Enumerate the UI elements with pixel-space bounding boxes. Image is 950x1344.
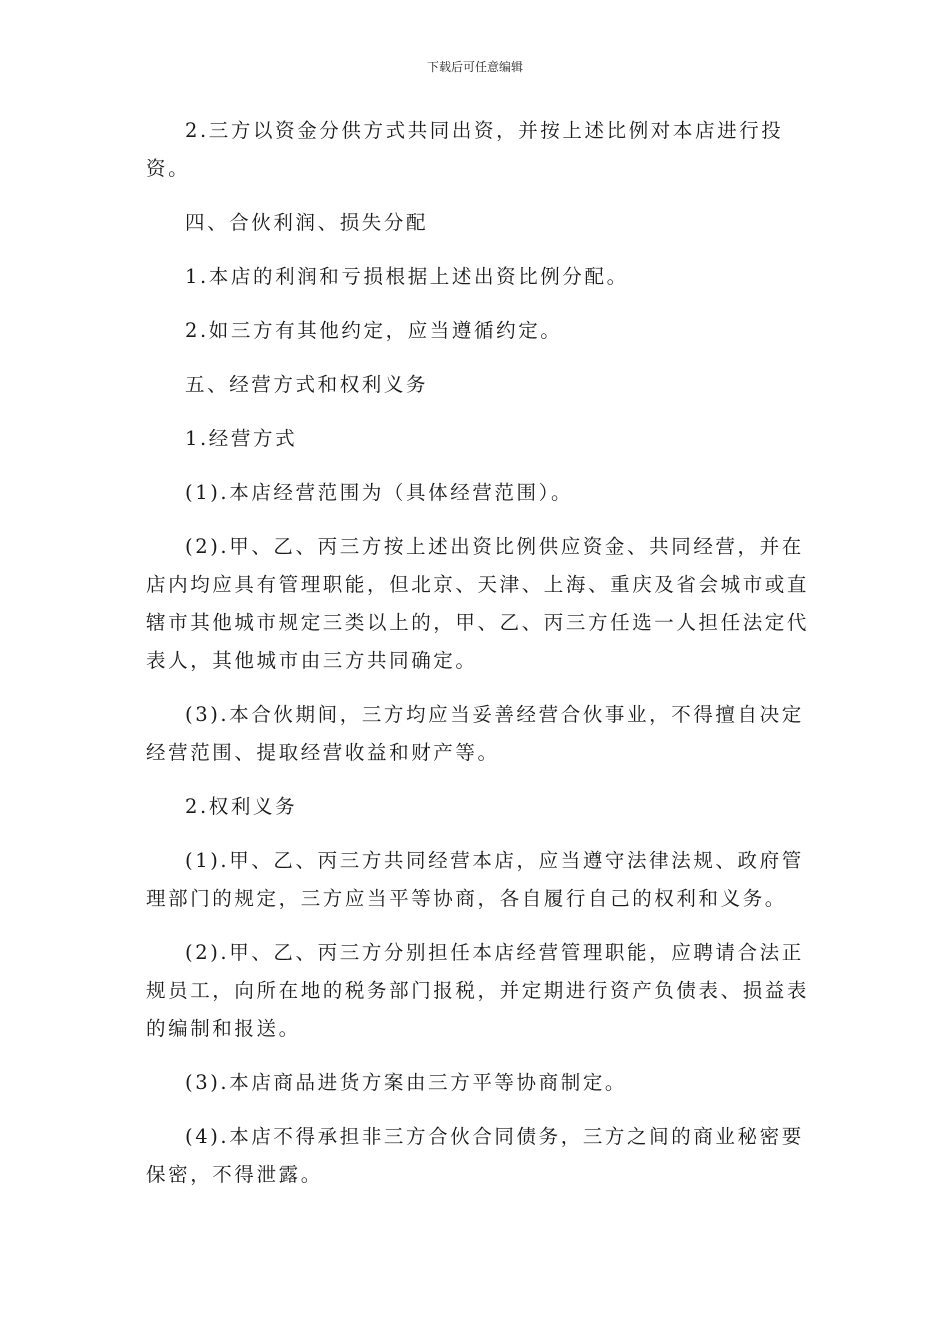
section-heading-profit-loss: 四、合伙利润、损失分配	[185, 211, 429, 234]
paragraph-other-agreement: 2.如三方有其他约定，应当遵循约定。	[185, 319, 563, 342]
paragraph-partnership-duty: (3).本合伙期间，三方均应当妥善经营合伙事业，不得擅自决定经营范围、提取经营收益和财产等。	[146, 703, 804, 764]
subheading-rights-obligations: 2.权利义务	[185, 795, 298, 818]
paragraph-investment-method: 2.三方以资金分供方式共同出资，并按上述比例对本店进行投资。	[146, 119, 784, 180]
paragraph-purchasing-plan: (3).本店商品进货方案由三方平等协商制定。	[185, 1071, 628, 1094]
paragraph-profit-ratio: 1.本店的利润和亏损根据上述出资比例分配。	[185, 265, 629, 288]
section-heading-operation-rights: 五、经营方式和权利义务	[185, 373, 429, 396]
paragraph-business-scope: (1).本店经营范围为（具体经营范围）。	[185, 481, 574, 504]
page-header: 下载后可任意编辑	[426, 60, 523, 74]
paragraph-joint-operation: (2).甲、乙、丙三方按上述出资比例供应资金、共同经营，并在店内均应具有管理职能，但北京、天津、上海、重庆及省会城市或直辖市其他城市规定三类以上的，甲、乙、丙三方任选一人担任法定代表人，其他城市由三方共同确定。	[146, 535, 810, 672]
document-body	[146, 112, 810, 1210]
paragraph-confidentiality: (4).本店不得承担非三方合伙合同债务，三方之间的商业秘密要保密，不得泄露。	[146, 1125, 804, 1186]
paragraph-comply-laws: (1).甲、乙、丙三方共同经营本店，应当遵守法律法规、政府管理部门的规定，三方应当平等协商，各自履行自己的权利和义务。	[146, 849, 804, 910]
paragraph-management-duties: (2).甲、乙、丙三方分别担任本店经营管理职能，应聘请合法正规员工，向所在地的税务部门报税，并定期进行资产负债表、损益表的编制和报送。	[146, 941, 810, 1040]
subheading-operation-method: 1.经营方式	[185, 427, 298, 450]
